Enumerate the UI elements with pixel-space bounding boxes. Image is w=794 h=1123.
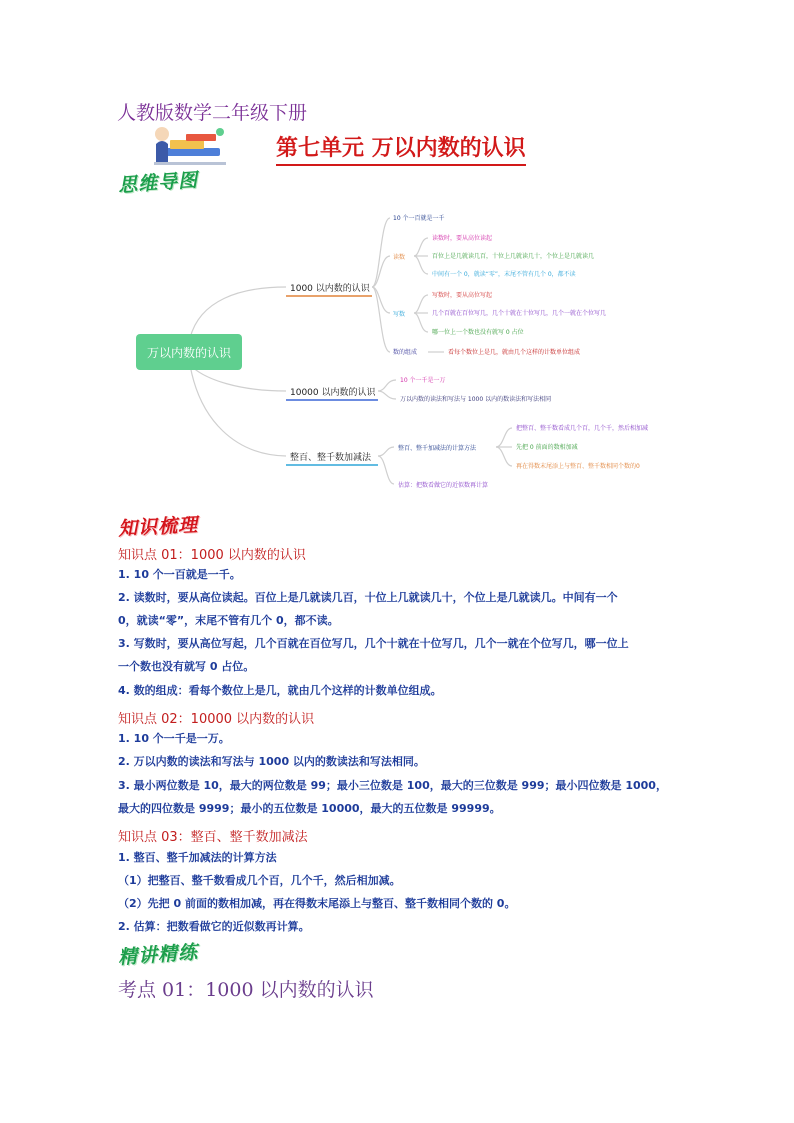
mm-leaf-estimate: 估算：把数看做它的近似数再计算 bbox=[398, 482, 489, 489]
mm-leaf-write-1: 写数时，要从高位写起 bbox=[432, 292, 493, 299]
mm-leaf-hundreds: 10 个一百就是一千 bbox=[393, 215, 445, 222]
kp3-line-1: 1. 整百、整千加减法的计算方法 bbox=[118, 851, 277, 864]
mm-leaf-write-2: 几个百就在百位写几，几个十就在十位写几，几个一就在个位写几 bbox=[432, 310, 607, 317]
mm-leaf-ten-thousand: 10 个一千是一万 bbox=[400, 377, 446, 384]
exam-point-title: 考点 01：1000 以内数的认识 bbox=[118, 979, 374, 1001]
mm-leaf-method-3: 再在得数末尾添上与整百、整千数相同个数的0 bbox=[516, 463, 640, 470]
kp2-line-2: 2. 万以内数的读法和写法与 1000 以内的数读法和写法相同。 bbox=[118, 755, 425, 768]
branch-1000-label: 1000 以内数的认识 bbox=[290, 284, 370, 294]
mm-leaf-read-2: 百位上是几就读几百，十位上几就读几十，个位上是几就读几 bbox=[432, 253, 595, 260]
mind-map bbox=[0, 0, 794, 520]
unit-title: 第七单元 万以内数的认识 bbox=[276, 131, 526, 166]
kp2-heading: 知识点 02：10000 以内数的认识 bbox=[118, 712, 315, 727]
branch-addsub-label: 整百、整千数加减法 bbox=[290, 453, 372, 463]
kp3-line-3: （2）先把 0 前面的数相加减，再在得数末尾添上与整百、整千数相同个数的 0。 bbox=[118, 897, 516, 910]
kp1-line-3: 0，就读“零”，末尾不管有几个 0，都不读。 bbox=[118, 614, 339, 627]
mind-map-heading: 思维导图 bbox=[117, 169, 199, 197]
mm-label-method: 整百、整千加减法的计算方法 bbox=[398, 445, 477, 452]
kp1-heading: 知识点 01：1000 以内数的认识 bbox=[118, 548, 306, 563]
mind-map-root-label: 万以内数的认识 bbox=[146, 346, 232, 360]
kp2-line-1: 1. 10 个一千是一万。 bbox=[118, 732, 230, 745]
kp3-line-4: 2. 估算：把数看做它的近似数再计算。 bbox=[118, 920, 310, 933]
kp2-line-4: 最大的四位数是 9999；最小的五位数是 10000，最大的五位数是 99999。 bbox=[118, 802, 501, 815]
kp1-line-4: 3. 写数时，要从高位写起，几个百就在百位写几，几个十就在十位写几，几个一就在个位写几，哪一位上 bbox=[118, 637, 629, 650]
kp1-line-5: 一个数也没有就写 0 占位。 bbox=[118, 660, 255, 673]
mm-label-reading: 读数 bbox=[393, 254, 406, 261]
kp1-line-2: 2. 读数时，要从高位读起。百位上是几就读几百，十位上几就读几十，个位上是几就读几。中间有一个 bbox=[118, 591, 618, 604]
mm-leaf-read-1: 读数时，要从高位读起 bbox=[432, 235, 493, 242]
branch-10000-label: 10000 以内数的认识 bbox=[290, 388, 376, 398]
mm-leaf-write-3: 哪一位上一个数也没有就写 0 占位 bbox=[432, 329, 524, 336]
kp1-line-1: 1. 10 个一百就是一千。 bbox=[118, 568, 241, 581]
kp2-line-3: 3. 最小两位数是 10，最大的两位数是 99；最小三位数是 100，最大的三位数是 999；最小四位数是 1000， bbox=[118, 779, 667, 792]
mm-leaf-method-1: 把整百、整千数看成几个百，几个千，然后相加减 bbox=[516, 425, 649, 432]
practice-heading: 精讲精练 bbox=[117, 941, 199, 969]
knowledge-heading: 知识梳理 bbox=[117, 513, 199, 541]
mm-label-writing: 写数 bbox=[393, 311, 406, 318]
kp3-line-2: （1）把整百、整千数看成几个百，几个千，然后相加减。 bbox=[118, 874, 401, 887]
kp1-line-6: 4. 数的组成：看每个数位上是几，就由几个这样的计数单位组成。 bbox=[118, 684, 442, 697]
book-title: 人教版数学二年级下册 bbox=[117, 102, 308, 124]
kp3-heading: 知识点 03：整百、整千数加减法 bbox=[118, 830, 308, 845]
mm-leaf-read-3: 中间有一个 0，就读“零”，末尾不管有几个 0，都不读 bbox=[432, 271, 576, 278]
mm-label-composition: 数的组成 bbox=[393, 349, 418, 356]
mm-leaf-same-method: 万以内数的读法和写法与 1000 以内的数读法和写法相同 bbox=[400, 396, 552, 403]
mm-leaf-method-2: 先把 0 前面的数相加减 bbox=[516, 444, 578, 451]
mm-leaf-composition: 看每个数位上是几，就由几个这样的计数单位组成 bbox=[448, 349, 581, 356]
